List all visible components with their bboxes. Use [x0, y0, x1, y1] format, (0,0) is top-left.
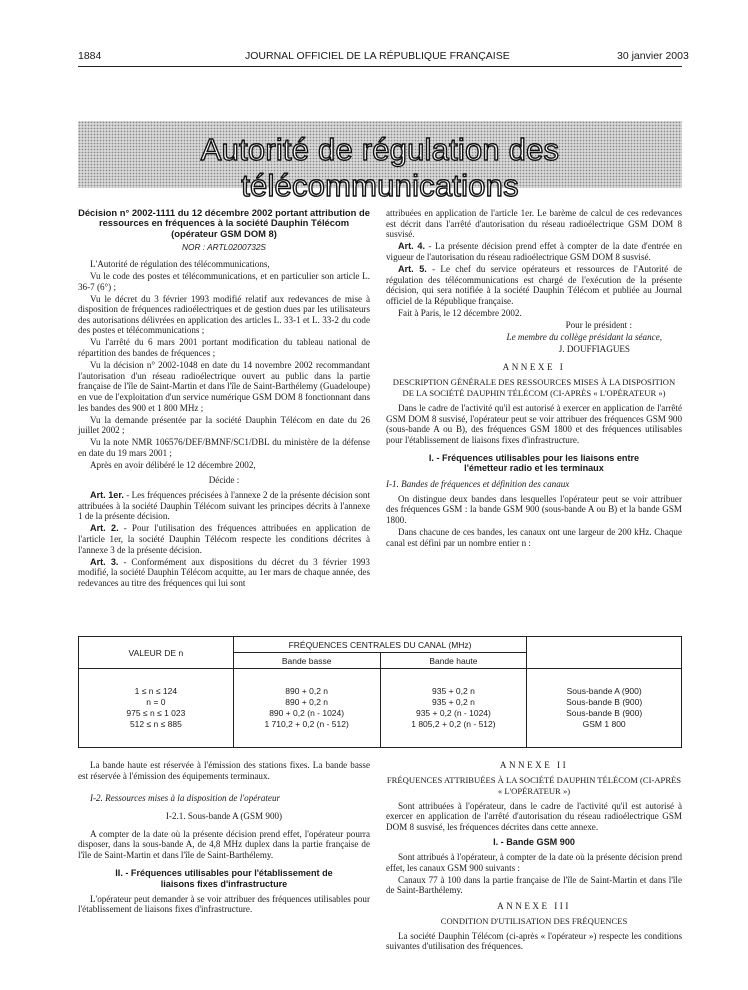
article-5-label: Art. 5. [398, 263, 427, 274]
channels-text: Canaux 77 à 100 dans la partie française de l'île de Saint-Martin et dans l'île de Saint-Barthélemy. [386, 874, 682, 896]
section-1-1-para-1: On distingue deux bandes dans lesquelles l'opérateur peut se voir attribuer des fréquences GSM : la bande GSM 900 (sous-bande A ou B) et la bande GSM 1800. [386, 493, 682, 525]
bottom-right-column [386, 760, 682, 953]
annex-1-text: Dans le cadre de l'activité qu'il est autorisé à exercer en application de l'arrêté GSM DOM 8 susvisé, l'opérateur peut se voir attribuer des fréquences GSM 900 (sous-bande A ou B), des fréquences GSM 1800 et des fréquences utilisables pour l'établissement de liaisons fixes d'infrastructure. [386, 403, 682, 445]
subband-a-text: A compter de la date où la présente décision prend effet, l'opérateur pourra disposer, dans la sous-bande A, de 4,8 MHz duplex dans la partie française de l'île de Saint-Martin et dans l'île de Saint-Barthélemy. [78, 828, 370, 861]
para-1: L'Autorité de régulation des télécommunications, [90, 258, 270, 269]
signature-name: J. DOUFFIAGUES [558, 344, 630, 355]
article-2-text: - Pour l'utilisation des fréquences attribuées en application de l'article 1er, la société Dauphin Télécom respecte les conditions décrites à l'annexe 3 de la présente décision. [78, 523, 370, 555]
band-label: Sous-bande B (900) [566, 708, 643, 718]
annex-2-title: FRÉQUENCES ATTRIBUÉES À LA SOCIÉTÉ DAUPHIN TÉLÉCOM (CI-APRÈS « L'OPÉRATEUR ») [386, 775, 682, 796]
high-band-column [380, 669, 527, 748]
para-6: Vu la demande présentée par la société Dauphin Télécom en date du 26 juillet 2002 ; [78, 414, 370, 436]
band-column [527, 669, 682, 748]
low-band-value: 890 + 0,2 n [285, 686, 329, 696]
frequency-table [78, 636, 682, 748]
article-2 [78, 523, 370, 555]
band-label: Sous-bande B (900) [566, 697, 643, 707]
annex-2-text: Sont attribuées à l'opérateur, dans le cadre de l'activité qu'il est autorisé à exercer en application de l'arrêté d'autorisation du réseau radioélectrique GSM DOM 8 susvisé, les fréquences décrites dans cette annexe. [386, 800, 682, 832]
section-2-heading: II. - Fréquences utilisables pour l'établissement de liaisons fixes d'infrastructure [115, 868, 333, 889]
annex-1-title: DESCRIPTION GÉNÉRALE DES RESSOURCES MISES À LA DISPOSITION DE LA SOCIÉTÉ DAUPHIN TÉLÉCOM (CI-APRÈS « L'OPÉRATEUR ») [392, 377, 676, 398]
article-3-label: Art. 3. [90, 556, 119, 567]
band-usage-text: La bande haute est réservée à l'émission des stations fixes. La bande basse est réservée à l'émission des équipements terminaux. [78, 760, 370, 781]
n-value-column [79, 669, 234, 748]
page-number: 1884 [78, 50, 102, 62]
banner-title: Autorité de régulation des télécommunications [200, 132, 560, 203]
band-label: GSM 1 800 [582, 719, 626, 729]
section-1-1-para-2: Dans chacune de ces bandes, les canaux ont une largeur de 200 kHz. Chaque canal est défini par un nombre entier n : [386, 526, 682, 548]
journal-title: JOURNAL OFFICIEL DE LA RÉPUBLIQUE FRANÇAISE [245, 50, 510, 62]
article-1-label: Art. 1er. [90, 490, 124, 501]
section-1-1-heading: I-1. Bandes de fréquences et définition des canaux [386, 478, 570, 489]
decision-title: Décision n° 2002-1111 du 12 décembre 2002 portant attribution de ressources en fréquences à la société Dauphin Télécom (opérateur GSM DOM 8) [78, 207, 370, 239]
gsm-900-heading: I. - Bande GSM 900 [493, 837, 575, 848]
low-band-value: 890 + 0,2 (n - 1024) [269, 708, 345, 718]
continued-text: attribuées en application de l'article 1er. Le barème de calcul de ces redevances est décrit dans l'arrêté d'autorisation du réseau radioélectrique GSM DOM 8 susvisé. [386, 208, 682, 240]
annex-3-title: CONDITION D'UTILISATION DES FRÉQUENCES [440, 915, 628, 926]
para-7: Vu la note NMR 106576/DEF/BMNF/SC1/DBL du ministère de la défense en date du 19 mars 2001 ; [78, 437, 370, 458]
article-3 [78, 557, 370, 589]
article-4-text: - La présente décision prend effet à compter de la date d'entrée en vigueur de l'autorisation du réseau radioélectrique GSM DOM 8 susvisé. [386, 241, 682, 262]
high-band-value: 1 805,2 + 0,2 (n - 512) [411, 719, 496, 729]
article-1 [78, 490, 370, 522]
article-1-text: - Les fréquences précisées à l'annexe 2 de la présente décision sont attribuées à la société Dauphin Télécom suivant les principes décrits à l'annexe 1 de la présente décision. [78, 490, 370, 522]
issue-date: 30 janvier 2003 [617, 50, 689, 62]
para-8: Après en avoir délibéré le 12 décembre 2002, [90, 460, 256, 470]
annex-3-text: La société Dauphin Télécom (ci-après « l'opérateur ») respecte les conditions suivantes d'utilisation des fréquences. [386, 930, 682, 952]
nor-reference: NOR : ARTL0200732S [182, 242, 266, 253]
signature-line-2: Le membre du collège présidant la séance, [506, 332, 662, 343]
right-column [386, 208, 682, 550]
annex-1-heading: ANNEXE I [502, 362, 566, 373]
article-2-label: Art. 2. [90, 523, 119, 534]
band-label: Sous-bande A (900) [566, 686, 642, 696]
low-band-column [233, 669, 380, 748]
header-low-band: Bande basse [233, 653, 380, 669]
header-high-band: Bande haute [380, 653, 527, 669]
header-central-frequencies: FRÉQUENCES CENTRALES DU CANAL (MHz) [233, 637, 527, 653]
done-at: Fait à Paris, le 12 décembre 2002. [398, 307, 522, 318]
left-column [78, 208, 370, 590]
section-1-heading: I. - Fréquences utilisables pour les liaisons entre l'émetteur radio et les terminaux [428, 452, 640, 474]
gsm-900-text: Sont attribués à l'opérateur, à compter de la date où la présente décision prend effet, les canaux GSM 900 suivants : [386, 852, 682, 873]
para-4: Vu l'arrêté du 6 mars 2001 portant modification du tableau national de répartition des bandes de fréquences ; [78, 337, 370, 359]
header-n-value: VALEUR DE n [79, 637, 234, 669]
section-banner [78, 121, 682, 203]
header-rule [78, 66, 682, 67]
high-band-value: 935 + 0,2 (n - 1024) [415, 708, 491, 718]
n-value: 1 ≤ n ≤ 124 [134, 686, 178, 696]
article-3-text: - Conformément aux dispositions du décret du 3 février 1993 modifié, la société Dauphin Télécom acquitte, au 1er mars de chaque année, des redevances au titre des fréquences qui lui sont [78, 556, 370, 588]
n-value: 512 ≤ n ≤ 885 [129, 719, 182, 729]
low-band-value: 890 + 0,2 n [285, 697, 329, 707]
article-4-label: Art. 4. [398, 241, 425, 252]
article-5-text: - Le chef du service opérateurs et ressources de l'Autorité de régulation des télécommunications est chargé de l'exécution de la présente décision, qui sera notifiée à la société Dauphin Télécom et publiée au Journal officiel de la République française. [386, 263, 682, 306]
annex-3-heading: ANNEXE III [497, 900, 571, 911]
header-band [527, 637, 682, 669]
high-band-value: 935 + 0,2 n [432, 686, 475, 696]
n-value: n = 0 [146, 697, 166, 707]
para-3: Vu le décret du 3 février 1993 modifié relatif aux redevances de mise à disposition de fréquences radioélectriques et de gestion dues par les utilisateurs des autorisations délivrées en application des articles L. 33-1 et L. 33-2 du code des postes et télécommunications ; [78, 293, 370, 336]
article-4 [386, 241, 682, 262]
para-2: Vu le code des postes et télécommunications, et en particulier son article L. 36-7 (6°) ; [78, 270, 370, 292]
fixed-links-text: L'opérateur peut demander à se voir attribuer des fréquences utilisables pour l'établissement de liaisons fixes d'infrastructure. [78, 893, 370, 915]
para-5: Vu la décision n° 2002-1048 en date du 14 novembre 2002 recommandant l'autorisation d'un réseau radioélectrique ouvert au public dans la partie française de l'île de Saint-Martin et dans l'île de Saint-Barthélemy (Guadeloupe) en vue de l'exploitation d'un service numérique GSM DOM 8 fonctionnant dans les bandes des 900 et 1 800 MHz ; [78, 360, 370, 413]
decide-heading: Décide : [208, 475, 240, 486]
section-1-2-1-heading: I-2.1. Sous-bande A (GSM 900) [165, 810, 283, 821]
high-band-value: 935 + 0,2 n [432, 697, 475, 707]
bottom-left-column [78, 760, 370, 917]
section-1-2-heading: I-2. Ressources mises à la disposition de l'opérateur [90, 792, 281, 803]
low-band-value: 1 710,2 + 0,2 (n - 512) [264, 719, 349, 729]
annex-2-heading: ANNEXE II [499, 760, 569, 770]
article-5 [386, 264, 682, 306]
signature-line-1: Pour le président : [565, 319, 632, 330]
n-value: 975 ≤ n ≤ 1 023 [126, 708, 186, 718]
